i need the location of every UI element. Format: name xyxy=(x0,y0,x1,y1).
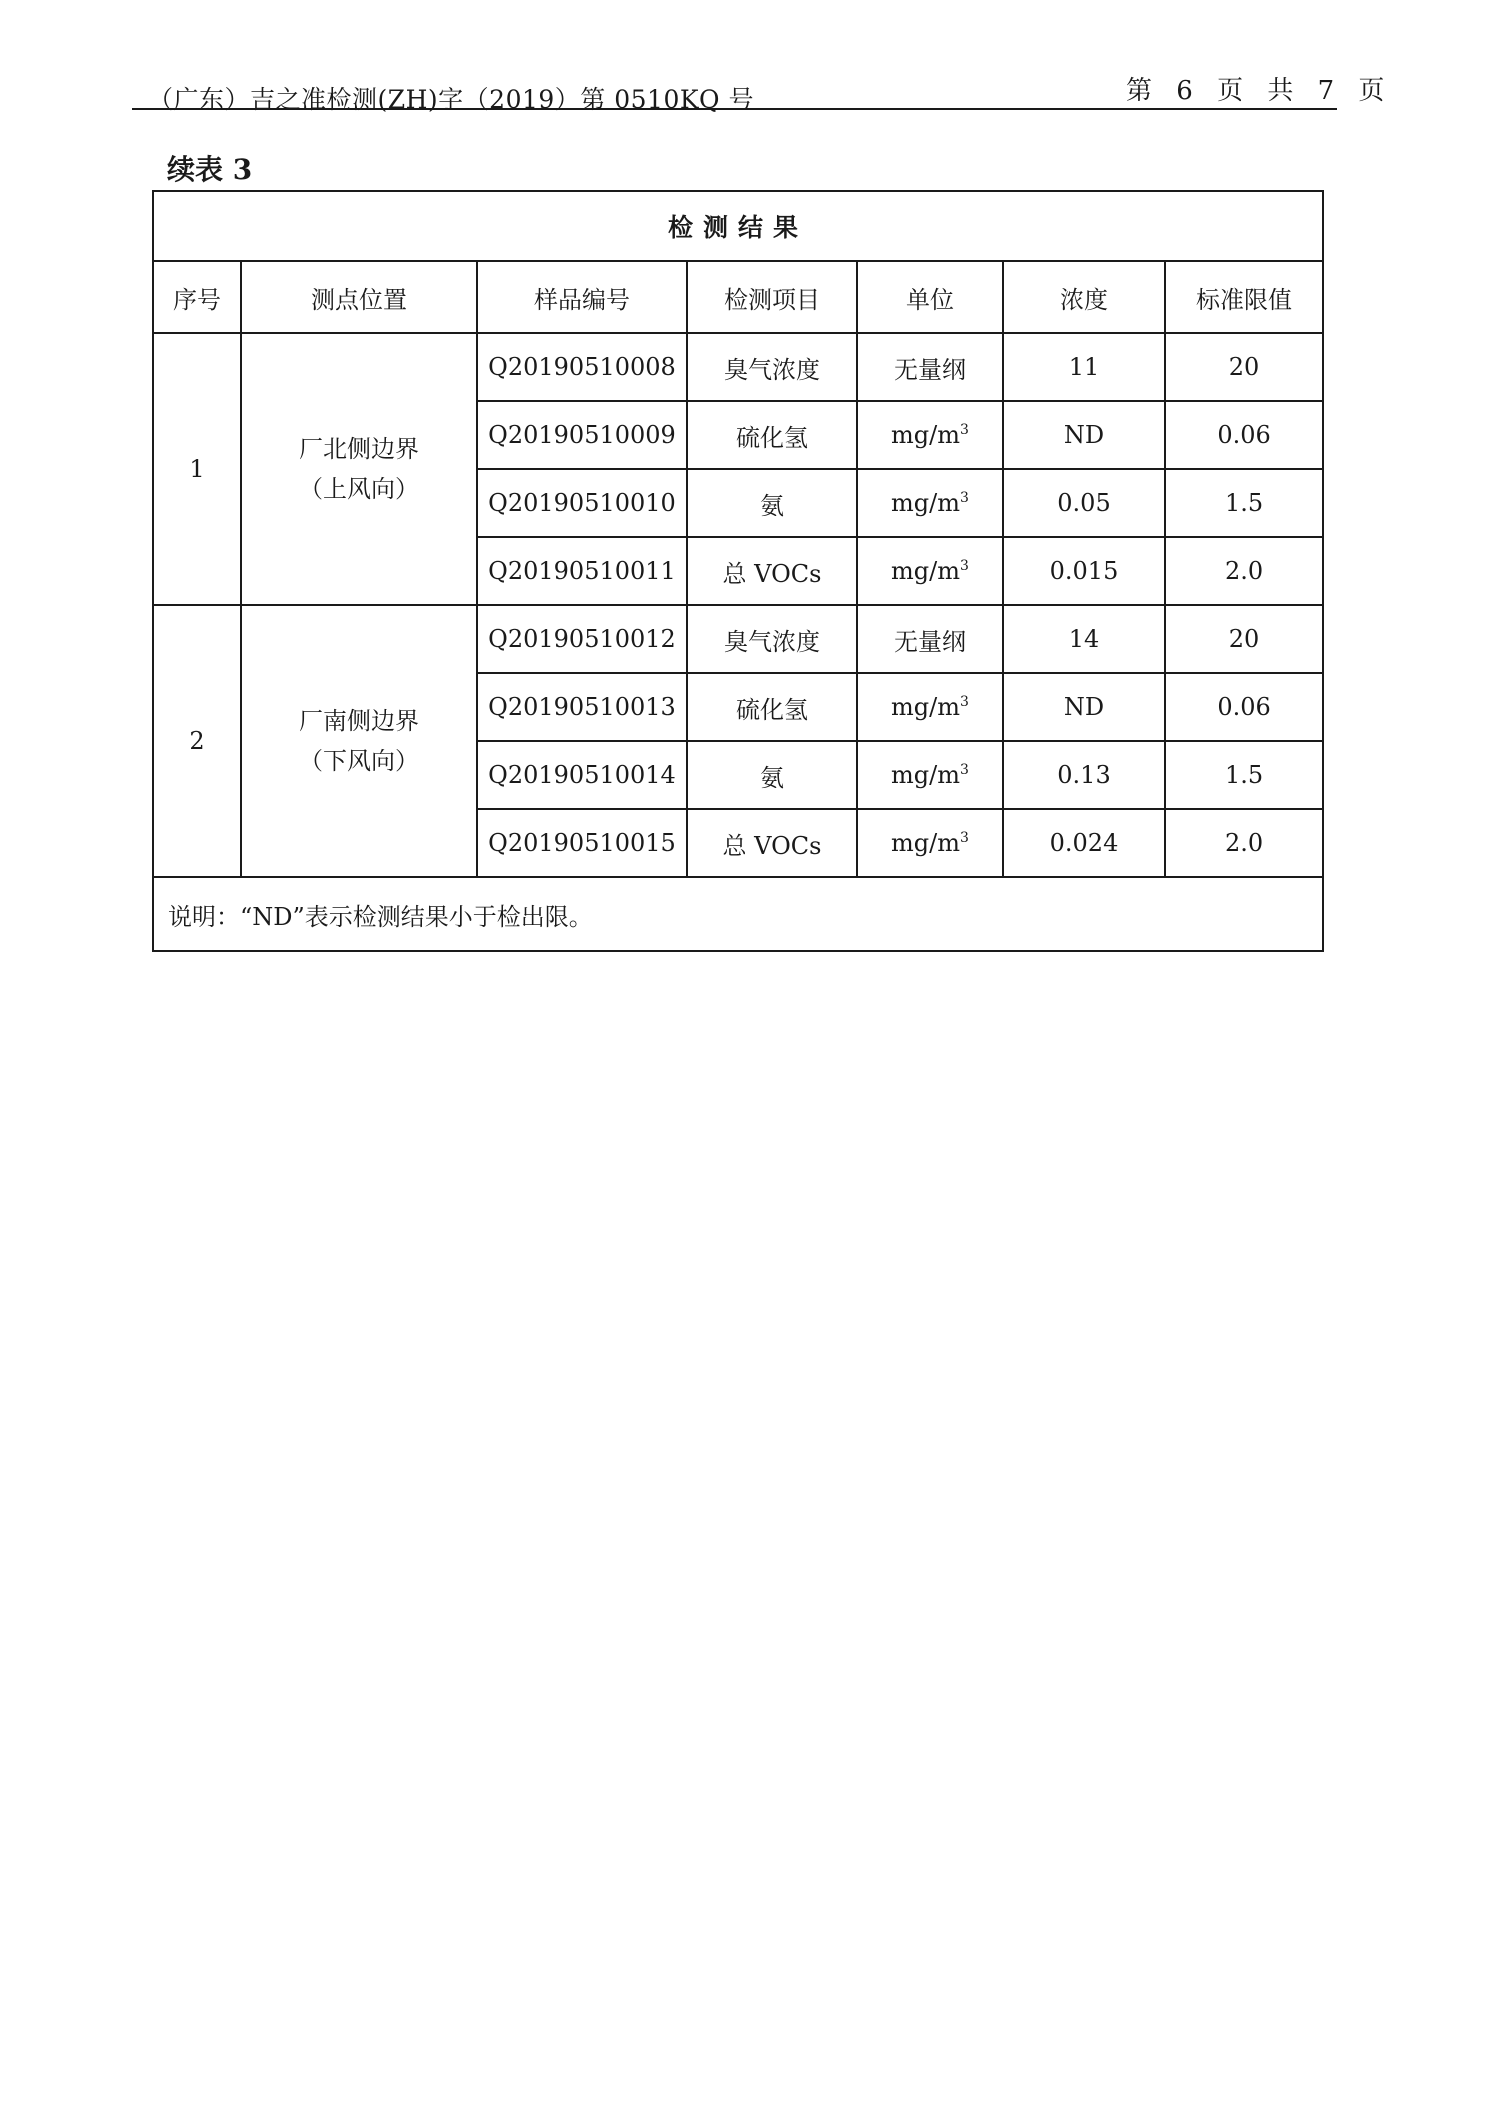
unit-cell xyxy=(857,741,1003,809)
unit-superscript: 3 xyxy=(960,762,969,778)
sample-id-cell: Q20190510012 xyxy=(477,605,687,673)
limit-cell: 20 xyxy=(1165,333,1323,401)
concentration-cell: ND xyxy=(1003,401,1165,469)
header-divider xyxy=(132,108,1337,110)
location-cell xyxy=(241,605,477,877)
sample-id-cell: Q20190510013 xyxy=(477,673,687,741)
unit-cell xyxy=(857,673,1003,741)
limit-cell: 2.0 xyxy=(1165,809,1323,877)
limit-cell: 20 xyxy=(1165,605,1323,673)
item-cell: 总 VOCs xyxy=(687,809,857,877)
seq-cell: 2 xyxy=(153,605,241,877)
unit-cell xyxy=(857,809,1003,877)
column-header: 检测项目 xyxy=(687,261,857,333)
unit-text: mg/m xyxy=(891,421,961,449)
unit-text: mg/m xyxy=(891,557,961,585)
sample-id-cell: Q20190510008 xyxy=(477,333,687,401)
column-header: 序号 xyxy=(153,261,241,333)
concentration-cell: ND xyxy=(1003,673,1165,741)
concentration-cell: 11 xyxy=(1003,333,1165,401)
unit-superscript: 3 xyxy=(960,694,969,710)
item-cell: 氨 xyxy=(687,741,857,809)
unit-text: mg/m xyxy=(891,693,961,721)
unit-superscript: 3 xyxy=(960,558,969,574)
seq-cell: 1 xyxy=(153,333,241,605)
unit-text: 无量纲 xyxy=(894,355,966,384)
limit-cell: 0.06 xyxy=(1165,673,1323,741)
concentration-cell: 0.13 xyxy=(1003,741,1165,809)
sample-id-cell: Q20190510015 xyxy=(477,809,687,877)
column-header: 测点位置 xyxy=(241,261,477,333)
limit-cell: 0.06 xyxy=(1165,401,1323,469)
concentration-cell: 0.015 xyxy=(1003,537,1165,605)
table-row xyxy=(153,605,1323,673)
concentration-cell: 14 xyxy=(1003,605,1165,673)
item-cell: 臭气浓度 xyxy=(687,605,857,673)
limit-cell: 1.5 xyxy=(1165,469,1323,537)
table-row xyxy=(153,333,1323,401)
sample-id-cell: Q20190510010 xyxy=(477,469,687,537)
item-cell: 硫化氢 xyxy=(687,673,857,741)
unit-superscript: 3 xyxy=(960,830,969,846)
item-cell: 硫化氢 xyxy=(687,401,857,469)
location-name: 厂北侧边界 xyxy=(299,435,419,463)
table-caption: 续表 3 xyxy=(167,153,253,186)
column-header: 标准限值 xyxy=(1165,261,1323,333)
concentration-cell: 0.024 xyxy=(1003,809,1165,877)
item-cell: 总 VOCs xyxy=(687,537,857,605)
unit-cell xyxy=(857,537,1003,605)
limit-cell: 2.0 xyxy=(1165,537,1323,605)
results-table xyxy=(152,190,1324,952)
page-info: 第 6 页 共 7 页 xyxy=(1126,76,1393,106)
unit-text: 无量纲 xyxy=(894,627,966,656)
location-name: 厂南侧边界 xyxy=(299,707,419,735)
table-header-row xyxy=(153,261,1323,333)
unit-cell xyxy=(857,469,1003,537)
unit-cell xyxy=(857,401,1003,469)
location-wind: （上风向） xyxy=(299,475,419,503)
sample-id-cell: Q20190510011 xyxy=(477,537,687,605)
unit-cell xyxy=(857,333,1003,401)
table-title: 检测结果 xyxy=(153,191,1323,261)
unit-superscript: 3 xyxy=(960,490,969,506)
column-header: 浓度 xyxy=(1003,261,1165,333)
limit-cell: 1.5 xyxy=(1165,741,1323,809)
item-cell: 臭气浓度 xyxy=(687,333,857,401)
unit-text: mg/m xyxy=(891,829,961,857)
location-wind: （下风向） xyxy=(299,747,419,775)
report-number: （广东）吉之准检测(ZH)字（2019）第 0510KQ 号 xyxy=(148,85,754,114)
unit-superscript: 3 xyxy=(960,422,969,438)
column-header: 单位 xyxy=(857,261,1003,333)
unit-text: mg/m xyxy=(891,761,961,789)
location-cell xyxy=(241,333,477,605)
sample-id-cell: Q20190510014 xyxy=(477,741,687,809)
item-cell: 氨 xyxy=(687,469,857,537)
unit-text: mg/m xyxy=(891,489,961,517)
unit-cell xyxy=(857,605,1003,673)
column-header: 样品编号 xyxy=(477,261,687,333)
table-note: 说明：“ND”表示检测结果小于检出限。 xyxy=(153,877,1323,951)
concentration-cell: 0.05 xyxy=(1003,469,1165,537)
sample-id-cell: Q20190510009 xyxy=(477,401,687,469)
